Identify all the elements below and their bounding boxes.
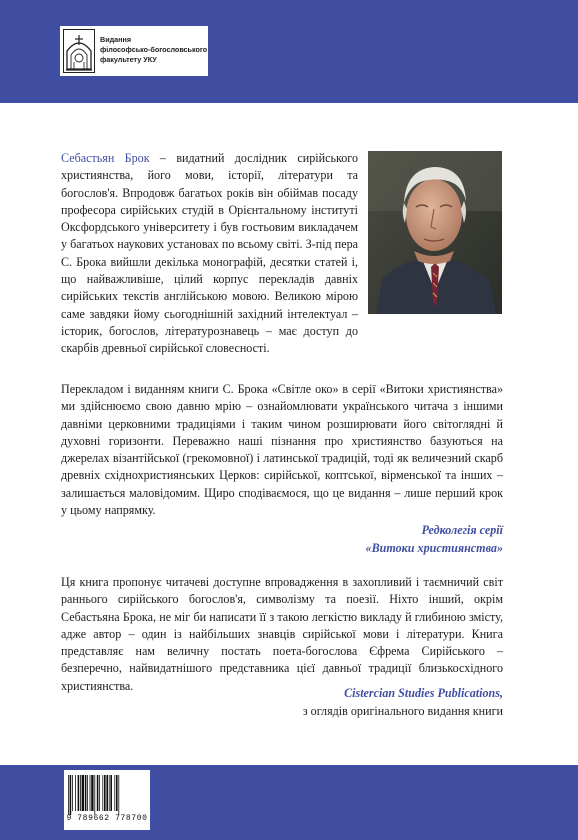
- barcode-bar: [116, 775, 118, 811]
- review-quote: Ця книга пропонує читачеві доступне впровадження в захопливий і таємничий світ раннього сирійського богослов'я, символізму та поезії. Ніхто інший, окрім Себастьяна Брока, не міг би написати її з такою легкістю викладу й глибиною змісту, адже автор – один із найбільших знавців сирійської мови і літератури. Книга представляє нам величну постать поета-богослова Єфрема Сирійського – безперечно, найвидатнішого представника цієї давньої традиції близькосхідного християнства.: [61, 575, 503, 693]
- publisher-logo: [60, 26, 208, 76]
- author-name: Себастьян Брок: [61, 151, 150, 165]
- barcode-bar: [109, 775, 110, 811]
- barcode-bar: [68, 775, 69, 815]
- editorial-signature: [366, 521, 503, 557]
- barcode-bar: [75, 775, 76, 811]
- author-bio-text: – видатний дослідник сирійського християнства, його мови, історії, літератури та богослов'я. Впродовж багатьох років він обіймав посаду професора сирійських студій в Орієнтальному інституті Оксфордського університету і був гостьовим викладачем у багатьох наукових установах по всьому світі. З-під пера С. Брока вийшли декілька монографій, десятки статей і, що найважливіше, цілий корпус перекладів давніх сирійських текстів англійською мовою. Великою мірою саме завдяки йому сьогоднішній західний інтелектуал – історик, богослов, літературознавець – має доступ до скарбів древньої сирійської словесності.: [61, 151, 358, 356]
- barcode-bar: [91, 775, 93, 811]
- barcode-bar: [90, 775, 91, 811]
- editorial-signature-line-1: Редколегія серії: [421, 523, 503, 537]
- barcode-bar: [94, 775, 95, 815]
- barcode-bar: [82, 775, 84, 811]
- editorial-note: Перекладом і виданням книги С. Брока «Світле око» в серії «Витоки християнства» ми здійснюємо свою давню мрію – ознайомлювати українського читача з іншими давніми церковними традиціями і таким чином розширювати його світоглядні й духовні горизонти. Переважно наші пізнання про християнство базуються на джерелах візантійської (грекомовної) і латинської традицій, тоді як величезний скарб древніх східнохристиянських Церков: сирійської, коптської, вірменської та інших – залишається маловідомим. Щиро сподіваємося, що це видання – лише перший крок у цьому напрямку.: [61, 382, 503, 518]
- barcode-bar: [85, 775, 87, 811]
- barcode-bar: [78, 775, 80, 811]
- publisher-name: [100, 35, 206, 65]
- barcode-bar: [102, 775, 103, 811]
- barcode-bar: [72, 775, 73, 811]
- review-source: Cistercian Studies Publications,: [344, 686, 503, 700]
- barcode-bar: [97, 775, 99, 811]
- editorial-signature-line-2: «Витоки християнства»: [365, 541, 503, 555]
- publisher-line-1: Видання: [100, 35, 132, 44]
- university-emblem-icon: [63, 29, 95, 73]
- barcode-bar: [110, 775, 112, 811]
- barcode-bar: [114, 775, 115, 811]
- review-source-note: з оглядів оригінального видання книги: [302, 704, 503, 718]
- publisher-line-3: факультету УКУ: [100, 55, 157, 64]
- barcode-bars: [67, 775, 147, 815]
- author-photo: [368, 151, 502, 314]
- publisher-line-2: філософсько-богословського: [100, 45, 208, 54]
- barcode-bar: [87, 775, 88, 811]
- barcode-bar: [106, 775, 108, 811]
- barcode-bar: [80, 775, 81, 811]
- barcode-bar: [99, 775, 100, 811]
- barcode-bar: [104, 775, 106, 811]
- isbn-number: 9 789662 778700: [66, 814, 148, 823]
- author-bio: [61, 150, 358, 358]
- barcode-bar: [118, 775, 119, 815]
- isbn-barcode: [64, 770, 150, 830]
- barcode-bar: [70, 775, 72, 815]
